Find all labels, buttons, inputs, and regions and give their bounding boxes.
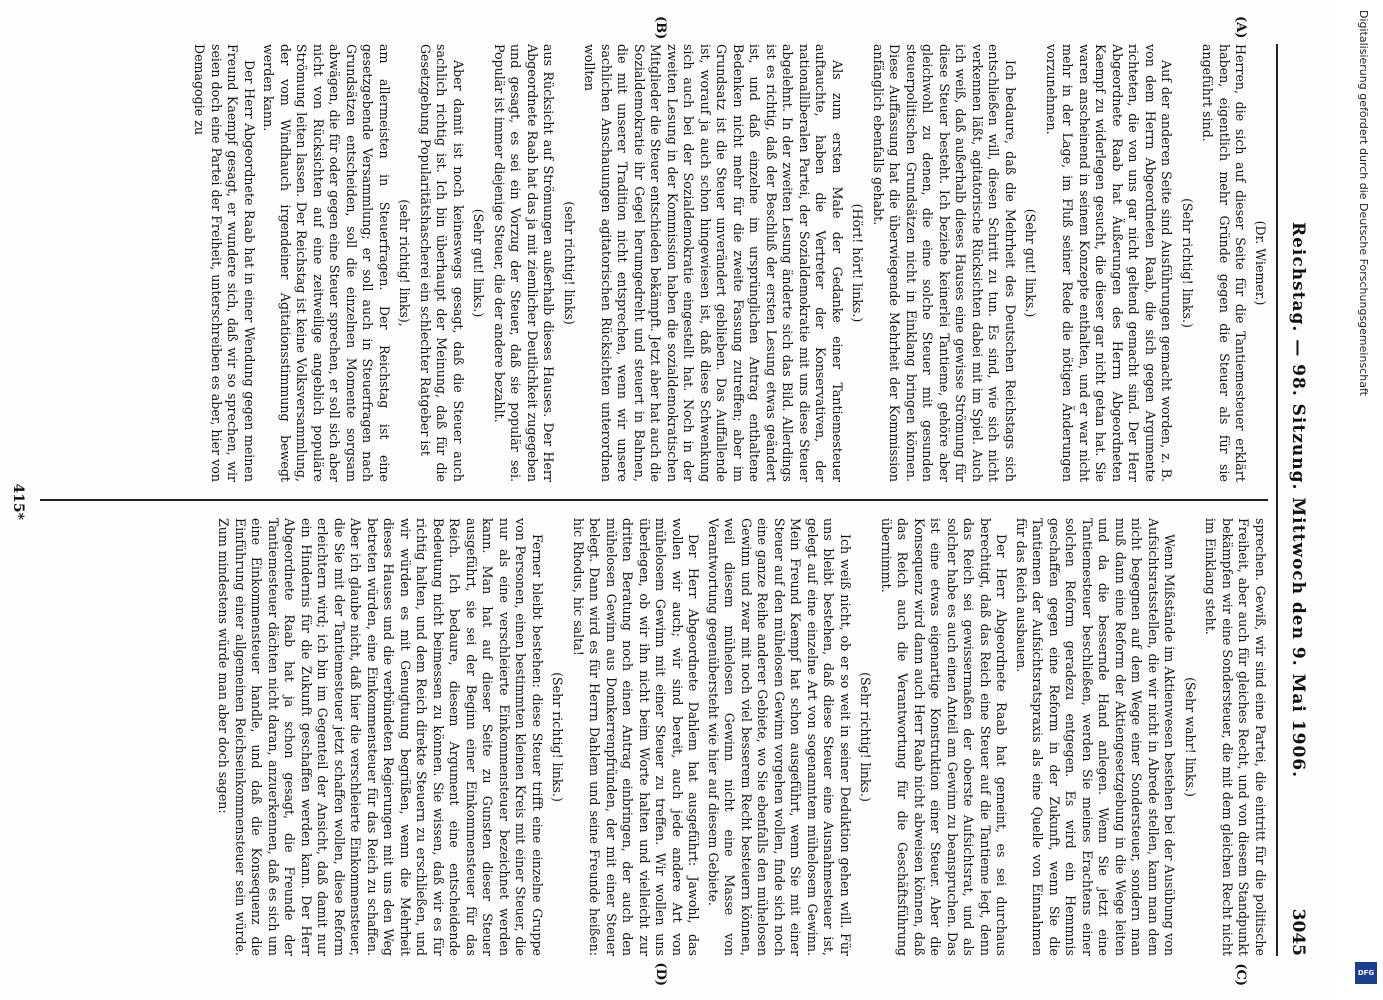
digitization-credit: [1351, 10, 1381, 990]
interjection: (sehr richtig! links): [562, 201, 577, 325]
interjection: (Sehr richtig! links.): [1180, 198, 1195, 328]
speaker-label: (Dr. Wiemer.): [1253, 220, 1268, 306]
paragraph: Wenn Mißstände im Aktienwesen bestehen bei der Ausübung von Aufsichtsratsstellen, die wir nicht in Abrede stellen, kann man dem nicht begegnen auf dem Wege einer Sondersteuer, sondern man muß dann eine Reform der Aktiengesetzgebung in die Wege leiten und da die bessernde Hand anlegen. Wenn Sie jetzt eine Tantiemesteuer beschließen, werden Sie meines Erachtens einer solchen Reform geradezu entgegen. Es wird ein Hemmnis geschaffen gegen eine Reform in der Zukunft, wenn Sie die Tantiemen der Aufsichtsratspraxis als eine Quelle von Einnahmen für das Reich ausbauen.: [1014, 518, 1178, 956]
credit-text: Digitalisierung gefördert durch die Deutsche Forschungsgemeinschaft: [1357, 10, 1370, 396]
text-columns: [40, 16, 1268, 986]
paragraph: Ich weiß nicht, ob er so weit in seiner Deduktion gehen will. Für uns bleibt bestehen, daß diese Steuer eine Ausnahmesteuer ist, gelegt auf eine einzelne Art von sogenanntem mühelosem Gewinn. Mein Freund Kaempf hat schon ausgeführt, wenn Sie mit einer Steuer auf den mühelosen Gewinn vorgehen wollen, finde sich noch eine ganze Reihe anderer Gebiete, wo Sie ebenfalls den mühelosen Gewinn und zwar mit noch viel besserem Recht besteuern können, weil diesem mühelosen Gewinn nicht eine Masse von Verantwortung gegenübersteht wie hier auf diesem Gebiete.: [706, 518, 853, 956]
interjection: (Sehr wahr! links.): [1183, 677, 1198, 797]
interjection: (Sehr gut! links.): [471, 208, 487, 318]
paragraph: Auf der anderen Seite sind Ausführungen gemacht worden, z. B. von dem Herrn Abgeordneten Raab, die sich gegen Argumente richteten, die von uns gar nicht geltend gemacht sind. Der Herr Abgeordnete Raab hat Äußerungen des Herrn Abgeordneten Kaempf zu widerlegen gesucht, die dieser gar nicht getan hat. Sie waren anscheinend in seinem Konzepte enthalten, und er war nicht mehr in der Lage, im Fluß seiner Rede die nötigen Änderungen vorzunehmen.: [1044, 44, 1175, 482]
right-column: [40, 518, 1268, 956]
column-rule: [40, 499, 1268, 501]
interjection: (sehr richtig! links),: [397, 199, 413, 327]
paragraph: Der Herr Abgeordnete Raab hat in einer Wendung gegen meinen Freund Kaempf gesagt, er wundere sich, daß wir so sprechen, wir seien doch eine Partei der Freiheit, unterschreiben es aber, hier von Demagogie zu: [192, 44, 257, 482]
running-head: Reichstag. — 98. Sitzung. Mittwoch den 9. Mai 1906.: [1288, 221, 1308, 779]
interjection: (Sehr richtig! links.): [550, 672, 566, 802]
paragraph: Als zum ersten Male der Gedanke einer Tantiemesteuer auftauchte, haben die Vertreter der Konservativen, der nationalliberalen Partei, der Sozialdemokratie mit uns diese Steuer abgelehnt. In der zweiten Lesung änderte sich das Bild. Allerdings ist es richtig, daß der Beschluß der ersten Lesung etwas geändert ist, und daß einzelne im ursprünglichen Antrag enthaltene Bedenken nicht mehr für die zweite Fassung zutreffen; aber im Grundsatz ist die Steuer unverändert geblieben. Das Auffallende ist, worauf ja auch schon hingewiesen ist, daß diese Schwenkung sich auch bei der Sozialdemokratie eingestellt hat. Noch in der zweiten Lesung in der Kommission haben die sozialdemokratischen Mitglieder die Steuer entschieden bekämpft. Jetzt aber hat auch die Sozialdemokratie ihr Gegel herumgedreht und steuert in Bahnen, die mit unserer Tradition nicht entsprechen, wenn wir unsere sachlichen Anschauungen agitatorischen Rücksichten unterordnen wollten: [582, 44, 845, 482]
interjection: (Sehr gut! links.): [1023, 208, 1039, 318]
paragraph: am allermeisten in Steuerfragen. Der Reichstag ist eine gesetzgebende Versammlung; er soll auch in Steuerfragen nach Grundsätzen entscheiden, soll die einzelnen Momente sorgsam abwägen, die für oder gegen eine Steuer sprechen, er soll sich aber nicht von Rücksichten auf eine zeitweilige angeblich populäre Strömung leiten lassen. Der Reichstag ist keine Volksversammlung, der vom Windhauch irgendeiner Agitationsstimmung bewegt werden kann.: [261, 44, 392, 482]
margin-marker-b: (B): [653, 16, 668, 40]
page-header: [1276, 44, 1312, 956]
paragraph: Aber damit ist noch keineswegs gesagt, daß die Steuer auch sachlich richtig ist. Ich bin überhaupt der Meinung, daß für die Gesetzgebung Popularitätshascherei ein schlechter Ratgeber ist: [418, 44, 466, 482]
paragraph: Der Herr Abgeordnete Raab hat gemeint, es sei durchaus berechtigt, daß das Reich eine Steuer auf die Tantieme legt, denn das Reich sei gewissermaßen der oberste Aufsichtsrat, und als solcher habe es auch einen Anteil am Gewinn zu beanspruchen. Das ist eine etwas eigenartige Konstruktion einer Steuer. Aber die Konsequenz wird dann auch Herr Raab nicht abweisen können, daß das Reich auch die Verantwortung für die Geschäftsführung übernimmt.: [879, 518, 1010, 956]
interjection: (Sehr richtig! links.): [858, 672, 874, 802]
paragraph: Ich bedaure, daß die Mehrheit des Deutschen Reichstags sich entschließen will, diesen Schritt zu tun. Es sind, wie sich nicht verkennen läßt, agitatorische Rücksichten dabei mit im Spiel. Auch ich weiß, daß außerhalb dieses Hauses eine gewisse Strömung für diese Steuer besteht. Ich beziehe keinerlei Tantieme, gehöre aber gleichwohl zu denen, die eine solche Steuer mit gesunden steuerpolitischen Grundsätzen nicht in Einklang bringen können. Diese Auffassung hat die überwiegende Mehrheit der Kommission anfänglich ebenfalls gehabt.: [871, 44, 1018, 482]
paragraph: aus Rücksicht auf Strömungen außerhalb dieses Hauses. Der Herr Abgeordnete Raab hat das ja mit ziemlicher Deutlichkeit zugegeben und gesagt, es sei ein Vorzug der Steuer, daß sie populär sei. Populär ist immer diejenige Steuer, die der andere bezahlt.: [492, 44, 557, 482]
signature-mark: 415*: [10, 483, 26, 520]
dfg-logo-icon: DFG: [1355, 962, 1377, 984]
margin-marker-d: (D): [653, 962, 668, 986]
margin-marker-c: (C): [1233, 963, 1248, 986]
margin-marker-a: (A): [1233, 16, 1248, 39]
left-column: [40, 44, 1268, 482]
page-number: 3045: [1288, 908, 1308, 956]
paragraph: Der Herr Abgeordnete Dahlem hat ausgeführt: Jawohl, das wollen wir auch; wir sind bereit, auch jede andere Art von mühelosem Gewinn mit einer Steuer zu treffen. Wir wollen uns überlegen, ob wir ihn nicht beim Worte halten und vielleicht zur dritten Beratung noch einen Antrag einbringen, der auch den mühelosen Gewinn aus Domkerrenpfründen, der mit einer Steuer belegt. Dann wird es für Herrn Dahlem und seine Freunde heißen: hic Rhodus, hic salta!: [571, 518, 702, 956]
paragraph: Herren, die sich auf dieser Seite für die Tantiemesteuer erklärt haben, eigentlich mehr Gründe gegen die Steuer als für sie angeführt sind.: [1200, 44, 1249, 482]
interjection: (Hört! hört! links.): [850, 203, 866, 323]
paragraph: sprechen. Gewiß, wir sind eine Partei, die eintritt für die politische Freiheit, aber auch für gleiches Recht, und von diesem Standpunkt bekämpfen wir eine Sondersteuer, die mit dem gleichen Recht nicht im Einklang steht.: [1203, 518, 1268, 956]
paragraph: Ferner bleibt bestehen: diese Steuer trifft eine einzelne Gruppe von Personen, einen bestimmten kleinen Kreis mit einer Steuer, die nur als eine verschleierte Einkommensteuer bezeichnet werden kann. Man hat auf dieser Seite zu Gunsten dieser Steuer ausgeführt, sie sei der Beginn einer Einkommensteuer für das Reich. Ich bedaure, diesem Argument eine entscheidende Bedeutung nicht beimessen zu können. Sie wissen, daß wir es für richtig halten, und dem Reich direkte Steuern zu erschließen, und wir würden es mit Genugtuung begrüßen, wenn die Mehrheit dieses Hauses und die verbündeten Regierungen mit uns den Weg betreten würden, eine Einkommensteuer für das Reich zu schaffen. Aber ich glaube nicht, daß hier die verschleierte Einkommensteuer, die Sie mit der Tantiemesteuer jetzt schaffen wollen, diese Reform erleichtern wird; ich bin im Gegenteil der Ansicht, daß damit nur ein Hindernis für die Zukunft geschaffen werden kann. Der Herr Abgeordnete Raab hat ja schon gesagt, die Freunde der Tantiemesteuer dächten nicht daran, anzuerkennen, daß es sich um eine Einkommensteuer handle, und daß die Konsequenz die Einführung einer allgemeinen Reichseinkommensteuer sein würde. Zum mindestens würde man aber doch sagen:: [216, 518, 545, 956]
